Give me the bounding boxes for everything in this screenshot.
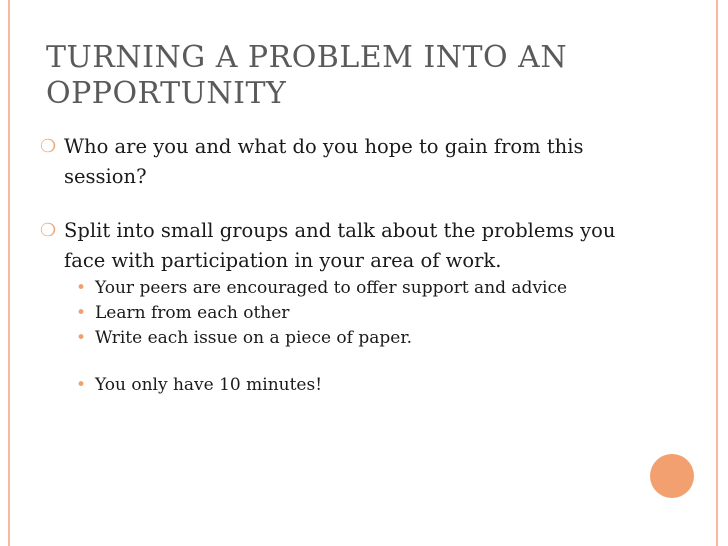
sub-bullet-write-issue <box>40 326 650 351</box>
slide-title: TURNING A PROBLEM INTO AN OPPORTUNITY <box>46 40 568 111</box>
hollow-circle-bullet-icon: ❍ <box>40 136 57 157</box>
left-border-rule <box>8 0 10 546</box>
dot-bullet-icon: • <box>76 328 87 348</box>
sub-bullet-text: Write each issue on a piece of paper. <box>95 328 412 348</box>
sub-bullet-text: Learn from each other <box>95 303 290 323</box>
slide-content <box>40 132 650 398</box>
sub-bullet-ten-minutes <box>40 373 650 398</box>
right-border-rule <box>716 0 718 546</box>
bullet-text: Who are you and what do you hope to gain from this session? <box>64 135 584 188</box>
bullet-text: Split into small groups and talk about the problems you face with participation in your area of work. <box>64 219 616 272</box>
dot-bullet-icon: • <box>76 375 87 395</box>
dot-bullet-icon: • <box>76 278 87 298</box>
sub-bullet-text: You only have 10 minutes! <box>95 375 323 395</box>
hollow-circle-bullet-icon: ❍ <box>40 220 57 241</box>
sub-bullet-text: Your peers are encouraged to offer support and advice <box>95 278 568 298</box>
dot-bullet-icon: • <box>76 303 87 323</box>
orange-circle-decoration <box>650 454 694 498</box>
bullet-who-are-you <box>40 132 650 192</box>
bullet-split-into-groups <box>40 216 650 276</box>
sub-bullet-peers-support <box>40 276 650 301</box>
sub-bullet-learn <box>40 301 650 326</box>
